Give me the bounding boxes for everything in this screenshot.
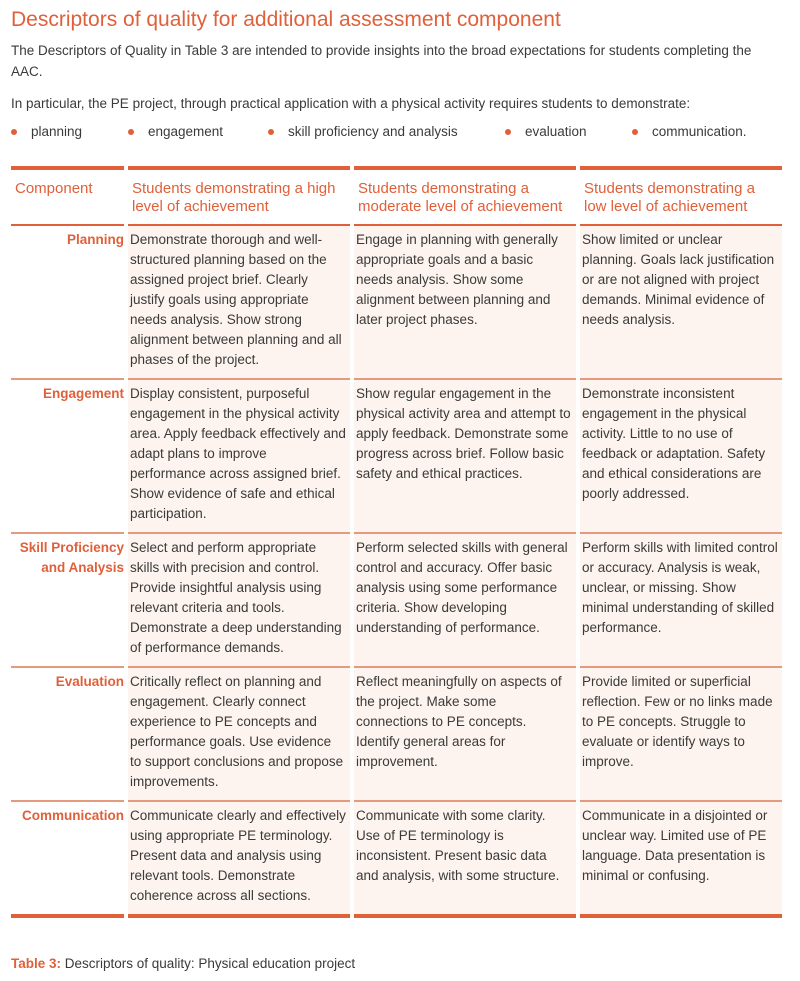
bullet-icon	[11, 129, 17, 135]
component-cell: Skill Proficiency and Analysis	[11, 534, 124, 668]
bullet-item: planning	[11, 124, 128, 139]
component-cell: Planning	[11, 226, 124, 380]
intro-text: The Descriptors of Quality in Table 3 are intended to provide insights into the broad expectations for students completing the AAC.	[11, 43, 752, 79]
table-row	[11, 802, 782, 918]
bullet-icon	[505, 129, 511, 135]
bullet-icon	[128, 129, 134, 135]
column-header: Students demonstrating a low level of achievement	[580, 166, 782, 226]
moderate-cell: Show regular engagement in the physical activity area and attempt to apply feedback. Demonstrate some progress across brief. Follow basic safety and ethical practices.	[354, 380, 576, 534]
table-caption: Table 3: Descriptors of quality: Physical education project	[11, 956, 356, 971]
low-cell: Show limited or unclear planning. Goals lack justification or are not aligned with project demands. Minimal evidence of needs analysis.	[580, 226, 782, 380]
bullet-icon	[268, 129, 274, 135]
column-header: Students demonstrating a high level of achievement	[128, 166, 350, 226]
high-cell: Communicate clearly and effectively using appropriate PE terminology. Present data and analysis using relevant tools. Demonstrate coherence across all sections.	[128, 802, 350, 918]
high-cell: Demonstrate thorough and well-structured planning based on the assigned project brief. Clearly justify goals using appropriate needs analysis. Show strong alignment between planning and all phases of the project.	[128, 226, 350, 380]
moderate-cell: Engage in planning with generally appropriate goals and a basic needs analysis. Show some alignment between planning and later project phases.	[354, 226, 576, 380]
table-header-row	[11, 166, 782, 226]
table-row	[11, 668, 782, 802]
high-cell: Critically reflect on planning and engagement. Clearly connect experience to PE concepts and performance goals. Use evidence to support conclusions and propose improvements.	[128, 668, 350, 802]
bullet-item: engagement	[128, 124, 268, 139]
column-header: Component	[11, 166, 124, 226]
intro-text-2: In particular, the PE project, through practical application with a physical activity requires students to demonstrate:	[11, 96, 691, 111]
component-cell: Engagement	[11, 380, 124, 534]
bullet-item: skill proficiency and analysis	[268, 124, 505, 139]
table-row	[11, 534, 782, 668]
moderate-cell: Perform selected skills with general control and accuracy. Offer basic analysis using some performance criteria. Show developing understanding of performance.	[354, 534, 576, 668]
component-cell: Communication	[11, 802, 124, 918]
descriptors-table	[7, 166, 786, 918]
low-cell: Demonstrate inconsistent engagement in the physical activity. Little to no use of feedback or adaptation. Safety and ethical considerations are poorly addressed.	[580, 380, 782, 534]
low-cell: Perform skills with limited control or accuracy. Analysis is weak, unclear, or missing. Show minimal understanding of skilled performance.	[580, 534, 782, 668]
bullet-item: evaluation	[505, 124, 632, 139]
column-header: Students demonstrating a moderate level of achievement	[354, 166, 576, 226]
high-cell: Display consistent, purposeful engagement in the physical activity area. Apply feedback effectively and adapt plans to improve performance across assigned brief. Show evidence of safe and ethical participation.	[128, 380, 350, 534]
bullet-icon	[632, 129, 638, 135]
section-title: Descriptors of quality for additional assessment component	[11, 8, 561, 31]
table-row	[11, 380, 782, 534]
moderate-cell: Communicate with some clarity. Use of PE terminology is inconsistent. Present basic data and analysis, with some structure.	[354, 802, 576, 918]
low-cell: Provide limited or superficial reflection. Few or no links made to PE concepts. Struggle to evaluate or identify ways to improve.	[580, 668, 782, 802]
low-cell: Communicate in a disjointed or unclear way. Limited use of PE language. Data presentation is minimal or confusing.	[580, 802, 782, 918]
moderate-cell: Reflect meaningfully on aspects of the project. Make some connections to PE concepts. Identify general areas for improvement.	[354, 668, 576, 802]
table-row	[11, 226, 782, 380]
high-cell: Select and perform appropriate skills with precision and control. Provide insightful analysis using relevant criteria and tools. Demonstrate a deep understanding of performance demands.	[128, 534, 350, 668]
component-cell: Evaluation	[11, 668, 124, 802]
bullet-list	[11, 124, 791, 139]
bullet-item: communication.	[632, 124, 747, 139]
